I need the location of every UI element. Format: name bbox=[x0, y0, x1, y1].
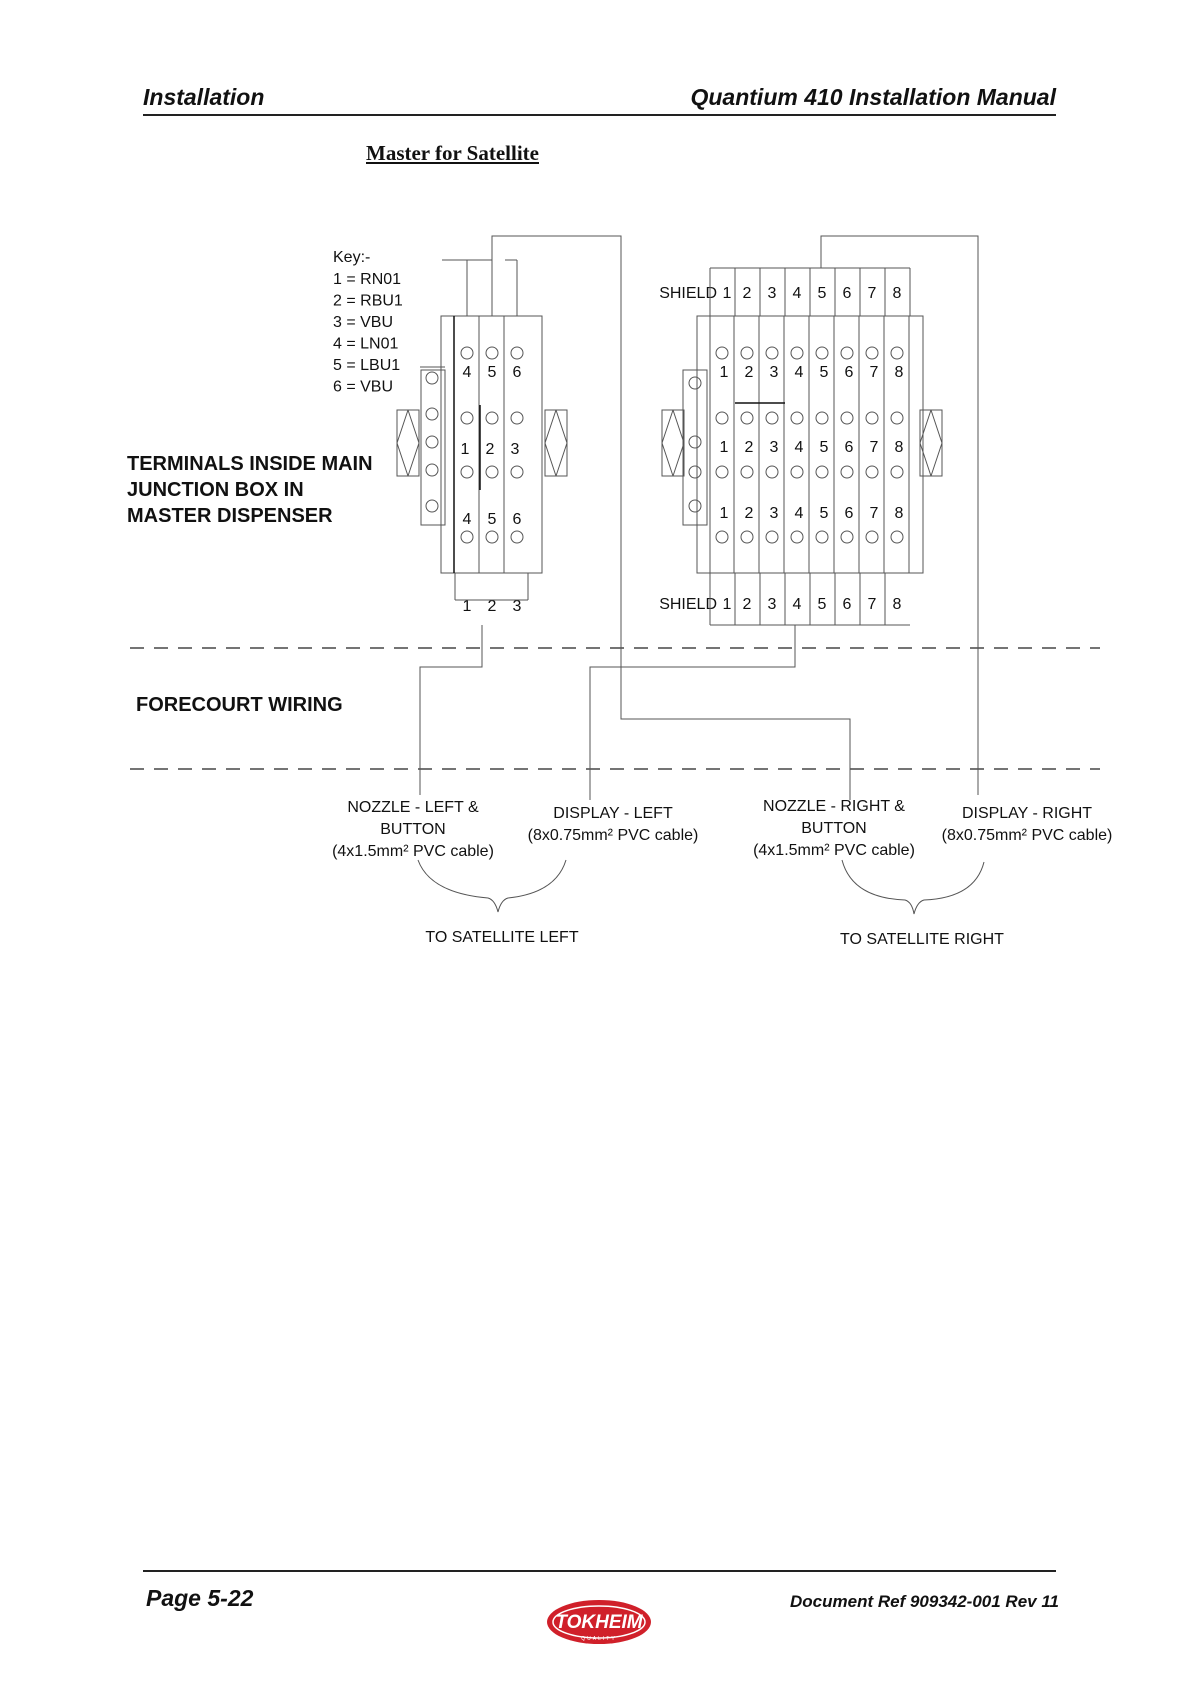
terminal-screw bbox=[866, 412, 878, 424]
terminal-screw bbox=[841, 531, 853, 543]
terminal-number: 2 bbox=[742, 596, 752, 613]
brace-left bbox=[418, 860, 566, 912]
manual-title: Quantium 410 Installation Manual bbox=[690, 84, 1056, 110]
end-stop-mark bbox=[556, 443, 567, 476]
right-end-stop bbox=[662, 410, 684, 476]
terminal-screw bbox=[816, 531, 828, 543]
left-terminal-block bbox=[397, 260, 567, 615]
terminal-number: 8 bbox=[892, 285, 902, 302]
earth-screw bbox=[689, 466, 701, 478]
terminal-number: 2 bbox=[744, 364, 754, 381]
terminal-number: 1 bbox=[719, 439, 729, 456]
terminal-screw bbox=[766, 412, 778, 424]
terminal-number: 4 bbox=[462, 364, 472, 381]
terminal-screw bbox=[891, 347, 903, 359]
terminal-screw bbox=[816, 466, 828, 478]
end-stop-mark bbox=[545, 410, 556, 443]
terminal-screw bbox=[486, 466, 498, 478]
terminal-screw bbox=[841, 347, 853, 359]
terminal-number: 3 bbox=[767, 596, 777, 613]
earth-screw bbox=[689, 436, 701, 448]
diagram-labels bbox=[127, 249, 1112, 948]
terminal-screw bbox=[511, 347, 523, 359]
terminal-screw bbox=[461, 347, 473, 359]
terminal-number: 1 bbox=[722, 596, 732, 613]
terminal-number: 6 bbox=[842, 285, 852, 302]
document-reference: Document Ref 909342-001 Rev 11 bbox=[790, 1592, 1059, 1611]
end-stop-mark bbox=[662, 410, 673, 443]
terminal-screw bbox=[891, 466, 903, 478]
earth-screw bbox=[426, 372, 438, 384]
terminal-screw bbox=[486, 347, 498, 359]
terminal-screw bbox=[891, 412, 903, 424]
terminal-screw bbox=[511, 531, 523, 543]
earth-screw bbox=[426, 500, 438, 512]
left-end-stop bbox=[397, 410, 419, 476]
end-stop-mark bbox=[920, 443, 931, 476]
key-entry: 2 = RBU1 bbox=[333, 292, 403, 310]
cable-label: NOZZLE - LEFT & bbox=[347, 799, 479, 816]
terminal-number: 3 bbox=[512, 598, 522, 615]
terminal-number: 5 bbox=[819, 505, 829, 522]
tokheim-logo bbox=[545, 1598, 653, 1646]
shield-label: SHIELD bbox=[659, 596, 717, 613]
terminal-screw bbox=[461, 466, 473, 478]
end-stop-mark bbox=[662, 443, 673, 476]
terminal-number: 6 bbox=[844, 364, 854, 381]
terminal-number: 1 bbox=[719, 364, 729, 381]
logo-subtext: QUALITY bbox=[581, 1636, 617, 1642]
terminal-number: 7 bbox=[867, 596, 877, 613]
end-stop-mark bbox=[931, 443, 942, 476]
terminal-screw bbox=[741, 531, 753, 543]
key-entry: 5 = LBU1 bbox=[333, 357, 401, 374]
earth-screw bbox=[426, 408, 438, 420]
terminal-number: 4 bbox=[794, 505, 804, 522]
terminal-screw bbox=[486, 531, 498, 543]
terminal-number: 2 bbox=[744, 439, 754, 456]
terminal-screw bbox=[841, 412, 853, 424]
terminal-number: 7 bbox=[869, 439, 879, 456]
terminal-screw bbox=[766, 466, 778, 478]
terminal-number: 5 bbox=[817, 596, 827, 613]
terminal-number: 8 bbox=[894, 505, 904, 522]
terminal-number: 5 bbox=[487, 511, 497, 528]
brace-right bbox=[842, 860, 984, 914]
terminal-number: 2 bbox=[487, 598, 497, 615]
terminal-number: 5 bbox=[817, 285, 827, 302]
terminal-screw bbox=[511, 466, 523, 478]
terminal-number: 3 bbox=[769, 505, 779, 522]
cable-label: (4x1.5mm² PVC cable) bbox=[753, 842, 915, 859]
earth-screw bbox=[426, 464, 438, 476]
cable-label: (8x0.75mm² PVC cable) bbox=[527, 827, 699, 844]
terminal-number: 4 bbox=[792, 596, 802, 613]
end-stop-mark bbox=[673, 443, 684, 476]
logo-wordmark: TOKHEIM bbox=[555, 1612, 643, 1633]
terminal-number: 6 bbox=[512, 364, 522, 381]
left-end-stop bbox=[545, 410, 567, 476]
terminal-screw bbox=[741, 466, 753, 478]
terminal-number: 6 bbox=[844, 505, 854, 522]
terminal-number: 2 bbox=[744, 505, 754, 522]
terminal-screw bbox=[791, 347, 803, 359]
destination-right: TO SATELLITE RIGHT bbox=[840, 931, 1004, 948]
terminal-screw bbox=[716, 466, 728, 478]
terminal-screw bbox=[791, 466, 803, 478]
terminal-screw bbox=[816, 347, 828, 359]
terminal-screw bbox=[766, 347, 778, 359]
end-stop-mark bbox=[931, 410, 942, 443]
terminal-screw bbox=[866, 466, 878, 478]
terminal-screw bbox=[866, 531, 878, 543]
terminal-number: 7 bbox=[869, 505, 879, 522]
junction-box-label: JUNCTION BOX IN bbox=[127, 479, 304, 501]
terminal-number: 3 bbox=[510, 441, 520, 458]
terminal-number: 4 bbox=[794, 364, 804, 381]
cable-label: DISPLAY - LEFT bbox=[553, 805, 673, 822]
terminal-screw bbox=[716, 347, 728, 359]
cable-label: NOZZLE - RIGHT & bbox=[763, 798, 905, 815]
terminal-screw bbox=[766, 531, 778, 543]
terminal-screw bbox=[791, 531, 803, 543]
terminal-number: 4 bbox=[792, 285, 802, 302]
key-entry: 4 = LN01 bbox=[333, 335, 399, 353]
end-stop-mark bbox=[408, 443, 419, 476]
terminal-number: 1 bbox=[719, 505, 729, 522]
forecourt-label: FORECOURT WIRING bbox=[136, 694, 343, 716]
terminal-screw bbox=[716, 531, 728, 543]
terminal-number: 6 bbox=[512, 511, 522, 528]
terminal-number: 7 bbox=[869, 364, 879, 381]
end-stop-mark bbox=[397, 410, 408, 443]
terminal-number: 1 bbox=[460, 441, 470, 458]
terminal-number: 2 bbox=[485, 441, 495, 458]
destination-left: TO SATELLITE LEFT bbox=[425, 929, 579, 946]
terminal-number: 3 bbox=[769, 364, 779, 381]
terminal-screw bbox=[461, 531, 473, 543]
terminal-number: 1 bbox=[722, 285, 732, 302]
terminal-number: 3 bbox=[769, 439, 779, 456]
shield-label: SHIELD bbox=[659, 285, 717, 302]
right-terminal-block bbox=[659, 268, 942, 625]
terminal-screw bbox=[816, 412, 828, 424]
footer-rule bbox=[143, 1570, 1056, 1572]
terminal-number: 3 bbox=[767, 285, 777, 302]
key-entry: 6 = VBU bbox=[333, 378, 394, 396]
terminal-screw bbox=[486, 412, 498, 424]
diagram-title: Master for Satellite bbox=[366, 141, 539, 165]
key-entry: 3 = VBU bbox=[333, 314, 394, 331]
terminal-number: 5 bbox=[487, 364, 497, 381]
cable-label: (8x0.75mm² PVC cable) bbox=[941, 827, 1113, 844]
terminal-screw bbox=[841, 466, 853, 478]
terminal-screw bbox=[791, 412, 803, 424]
terminal-number: 6 bbox=[844, 439, 854, 456]
terminal-screw bbox=[461, 412, 473, 424]
terminal-number: 8 bbox=[892, 596, 902, 613]
terminal-number: 1 bbox=[462, 598, 472, 615]
terminal-number: 4 bbox=[462, 511, 472, 528]
end-stop-mark bbox=[408, 410, 419, 443]
terminal-number: 7 bbox=[867, 285, 877, 302]
terminal-number: 6 bbox=[842, 596, 852, 613]
key-entry: 1 = RN01 bbox=[333, 271, 402, 288]
terminal-number: 2 bbox=[742, 285, 752, 302]
junction-box-label: TERMINALS INSIDE MAIN bbox=[127, 453, 373, 475]
end-stop-mark bbox=[545, 443, 556, 476]
page-number: Page 5-22 bbox=[146, 1585, 254, 1611]
terminal-screw bbox=[741, 412, 753, 424]
terminal-screw bbox=[511, 412, 523, 424]
earth-screw bbox=[689, 500, 701, 512]
cable-label: DISPLAY - RIGHT bbox=[961, 805, 1093, 822]
terminal-number: 8 bbox=[894, 439, 904, 456]
cable-label: BUTTON bbox=[801, 820, 867, 837]
key-heading: Key:- bbox=[333, 249, 371, 266]
terminal-screw bbox=[866, 347, 878, 359]
earth-screw bbox=[689, 377, 701, 389]
end-stop-mark bbox=[920, 410, 931, 443]
junction-box-label: MASTER DISPENSER bbox=[127, 505, 333, 527]
section-title: Installation bbox=[143, 84, 265, 110]
terminal-block-body bbox=[697, 316, 923, 573]
terminal-number: 8 bbox=[894, 364, 904, 381]
earth-screw bbox=[426, 436, 438, 448]
end-stop-mark bbox=[673, 410, 684, 443]
terminal-number: 4 bbox=[794, 439, 804, 456]
terminal-number: 5 bbox=[819, 364, 829, 381]
end-stop-mark bbox=[556, 410, 567, 443]
terminal-number: 5 bbox=[819, 439, 829, 456]
terminal-screw bbox=[741, 347, 753, 359]
end-stop-mark bbox=[397, 443, 408, 476]
cable-label: BUTTON bbox=[380, 821, 446, 838]
terminal-screw bbox=[716, 412, 728, 424]
cable-label: (4x1.5mm² PVC cable) bbox=[332, 843, 494, 860]
terminal-screw bbox=[891, 531, 903, 543]
